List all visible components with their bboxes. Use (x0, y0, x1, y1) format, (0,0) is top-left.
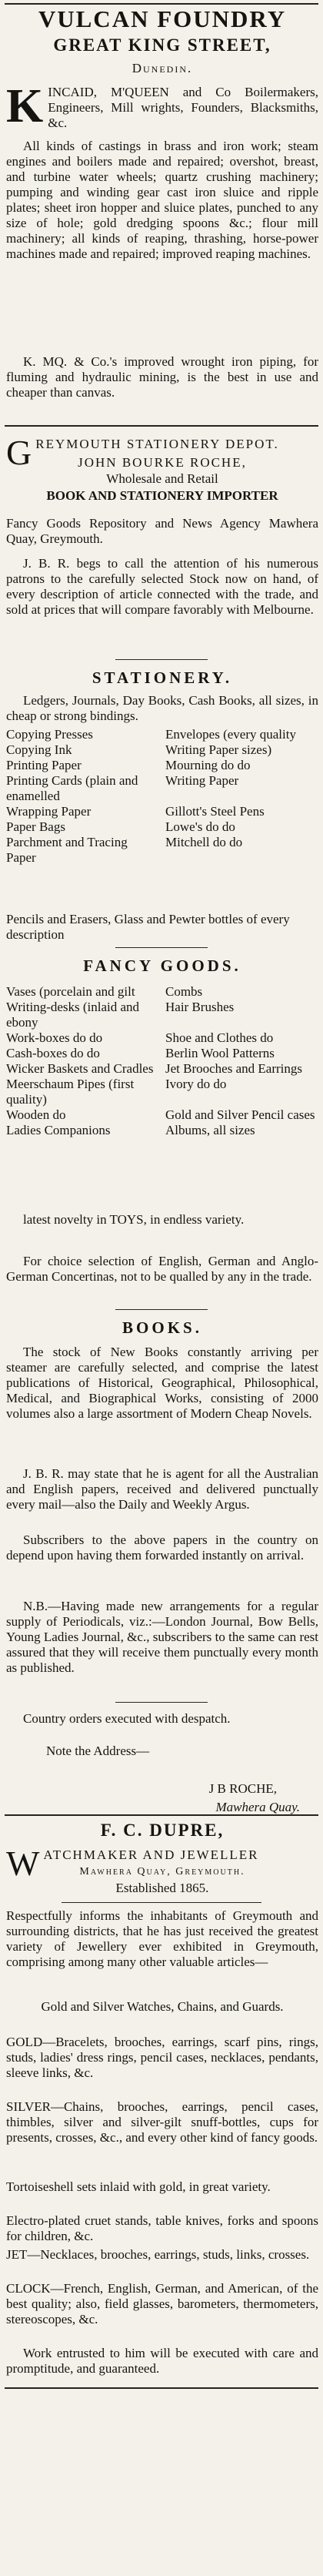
stationery-item: Copying Presses (6, 727, 93, 742)
stationery-item: Envelopes (every quality (165, 727, 296, 742)
vulcan-lead-text: INCAID, M'QUEEN and Co Boilermakers, Engineers, Mill wrights, Founders, Blacksmiths, &c. (48, 85, 318, 130)
fancy-item: Combs (165, 984, 203, 999)
divider (5, 1814, 318, 1816)
stationery-heading-text: REYMOUTH STATIONERY DEPOT. (35, 437, 279, 451)
dupre-electro: Electro-plated cruet stands, table knives, forks and spoons for children, &c. (6, 2213, 318, 2243)
vulcan-place: Dunedin. (132, 61, 193, 75)
top-rule (5, 3, 318, 5)
dash-divider (115, 1702, 208, 1703)
fancy-item: Ladies Companions (6, 1123, 111, 1137)
vulcan-body-2: K. MQ. & Co.'s improved wrought iron piping, for fluming and hydraulic mining, is the best in use and cheaper than canvas. (6, 354, 318, 400)
books-note: Note the Address— (46, 1744, 150, 1758)
books-body-2: J. B. R. may state that he is agent for all the Australian and English papers, received and delivered punctually every mail—also the Daily and Weekly Argus. (6, 1466, 318, 1512)
dupre-established: Established 1865. (115, 1881, 209, 1895)
fancy-concertinas: For choice selection of English, German and Anglo-German Concertinas, not to be qualled by any in the trade. (6, 1254, 318, 1284)
dash-divider (115, 1309, 208, 1310)
stationery-item: Printing Cards (plain and enamelled (6, 773, 138, 803)
stationery-item: Copying Ink (6, 742, 72, 757)
stationery-trade: Wholesale and Retail (106, 471, 218, 486)
stationery-fancy: Fancy Goods Repository and News Agency Mawhera Quay, Greymouth. (6, 516, 318, 546)
fancy-item: Wicker Baskets and Cradles (6, 1061, 154, 1076)
stationery-item: Writing Paper (165, 773, 239, 788)
dash-divider (115, 947, 208, 948)
stationery-dropcap: G (6, 433, 32, 472)
books-signature-name: J B ROCHE, (208, 1781, 277, 1796)
books-body-1: The stock of New Books constantly arriving per steamer are carefully selected, and comprise the latest publications of Historical, Geographical, Philosophical, Medical, and Biographical Works, consisting of 2000 volumes also a large assortment of Modern Cheap Novels. (6, 1345, 318, 1421)
books-body-4: N.B.—Having made new arrangements for a regular supply of Periodicals, viz.:—London Journal, Bow Bells, Young Ladies Journal, &c., subscribers to the same can rest assured that they will receive them punctually every month as published. (6, 1599, 318, 1675)
books-body-3: Subscribers to the above papers in the country on depend upon having them forwarded instantly on arrival. (6, 1533, 318, 1563)
stationery-item: Gillott's Steel Pens (165, 804, 265, 819)
fancy-item: Vases (porcelain and gilt (6, 984, 135, 999)
fancy-item: Wooden do (6, 1107, 66, 1122)
stationery-section-lead: Ledgers, Journals, Day Books, Cash Books, all sizes, in cheap or strong bindings. (6, 693, 318, 723)
stationery-item: Writing Paper sizes) (165, 742, 272, 757)
stationery-items (6, 727, 318, 866)
fancy-toys: latest novelty in TOYS, in endless variety. (23, 1212, 245, 1227)
dupre-silver: SILVER—Chains, brooches, earrings, pencil cases, thimbles, silver and silver-gilt snuff-bottles, cups for presents, crosses, &c., and every other kind of fancy goods. (6, 2099, 318, 2145)
dupre-work: Work entrusted to him will be executed with care and promptitude, and guaranteed. (6, 2346, 318, 2376)
books-signature-place: Mawhera Quay. (215, 1800, 300, 1814)
fancy-item: Gold and Silver Pencil cases (165, 1107, 315, 1122)
bottom-rule (5, 2387, 318, 2389)
short-rule (62, 1902, 261, 1903)
dash-divider (115, 659, 208, 660)
dupre-clock: CLOCK—French, English, German, and American, of the best quality; also, field glasses, barometers, thermometers, stereoscopes, &c. (6, 2281, 318, 2326)
dupre-gold: GOLD—Bracelets, brooches, earrings, scarf pins, rings, studs, ladies' dress rings, pencil cases, necklaces, pendants, sleeve links, &c. (6, 2035, 318, 2080)
stationery-owner: JOHN BOURKE ROCHE, (78, 455, 247, 470)
fancy-item: Berlin Wool Patterns (165, 1046, 275, 1060)
dupre-tortoiseshell: Tortoiseshell sets inlaid with gold, in great variety. (6, 2179, 271, 2194)
vulcan-subtitle: GREAT KING STREET, (53, 35, 271, 55)
stationery-book-heading: BOOK AND STATIONERY IMPORTER (46, 488, 278, 503)
divider (5, 425, 318, 427)
dupre-jet: JET—Necklaces, brooches, earrings, studs, links, crosses. (6, 2247, 310, 2262)
stationery-item: Mitchell do do (165, 835, 243, 849)
vulcan-title: VULCAN FOUNDRY (38, 5, 287, 32)
fancy-title: FANCY GOODS. (83, 956, 241, 975)
fancy-item: Jet Brooches and Earrings (165, 1061, 302, 1076)
vulcan-dropcap: K (6, 80, 44, 132)
dupre-heading-text: ATCHMAKER AND JEWELLER (43, 1847, 259, 1862)
stationery-section-title: STATIONERY. (92, 668, 233, 687)
stationery-item: Printing Paper (6, 758, 82, 772)
dupre-dropcap: W (6, 1844, 40, 1883)
dupre-title: F. C. DUPRE, (100, 1821, 225, 1840)
stationery-intro: J. B. R. begs to call the attention of his numerous patrons to the carefully selected Stock now on hand, of every description of article connected with the trade, and sold at prices that will compare favorably with Melbourne. (6, 556, 318, 617)
stationery-item: Mourning do do (165, 758, 251, 772)
dupre-watches: Gold and Silver Watches, Chains, and Guards. (41, 1999, 284, 2014)
dupre-intro: Respectfully informs the inhabitants of Greymouth and surrounding districts, that he has just received the greatest variety of Jewellery ever exhibited in Greymouth, comprising among many other valuable articles— (6, 1908, 318, 1969)
fancy-item: Meerschaum Pipes (first quality) (6, 1077, 135, 1107)
stationery-item-wide: Pencils and Erasers, Glass and Pewter bottles of every description (6, 912, 290, 942)
stationery-item: Parchment and Tracing Paper (6, 835, 128, 865)
fancy-item: Work-boxes do do (6, 1030, 103, 1045)
fancy-item: Albums, all sizes (165, 1123, 255, 1137)
stationery-item: Paper Bags (6, 819, 65, 834)
vulcan-body-1: All kinds of castings in brass and iron work; steam engines and boilers made and repaired; overshot, breast, and turbine water wheels; quartz crushing machinery; pumping and winding gear cast iron sluice and ripple plates; sheet iron hopper and sluice plates, punched to any size of hole; gold dredging spoons &c.; flour mill machinery; all kinds of reaping, thrashing, horse-power machines made and repaired; improved reaping machines. (6, 139, 318, 261)
fancy-item: Writing-desks (inlaid and ebony (6, 1000, 140, 1030)
books-title: BOOKS. (122, 1318, 202, 1337)
stationery-item: Lowe's do do (165, 819, 235, 834)
fancy-item: Cash-boxes do do (6, 1046, 100, 1060)
books-orders: Country orders executed with despatch. (23, 1711, 231, 1726)
stationery-item: Wrapping Paper (6, 804, 92, 819)
fancy-item: Shoe and Clothes do (165, 1030, 274, 1045)
vulcan-lead (6, 80, 318, 132)
dupre-address: Mawhera Quay, Greymouth. (79, 1866, 245, 1878)
fancy-item: Ivory do do (165, 1077, 227, 1091)
fancy-item: Hair Brushes (165, 1000, 235, 1014)
fancy-items (6, 984, 318, 1138)
